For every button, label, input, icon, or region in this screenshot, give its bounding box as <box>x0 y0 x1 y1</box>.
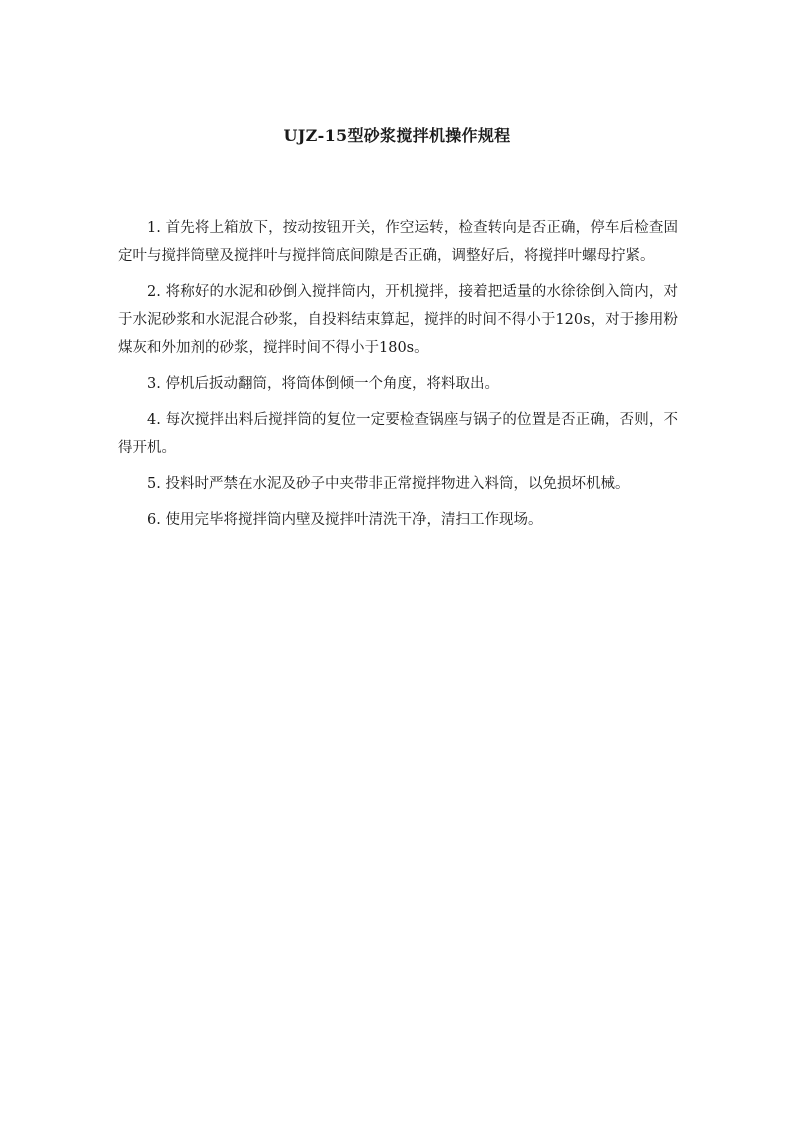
paragraph-step-2: 2. 将称好的水泥和砂倒入搅拌筒内，开机搅拌，接着把适量的水徐徐倒入筒内，对于水泥砂浆和水泥混合砂浆，自投料结束算起，搅拌的时间不得小于120s，对于掺用粉煤灰和外加剂的砂浆，搅拌时间不得小于180s。 <box>118 284 678 356</box>
document-body <box>118 214 678 542</box>
document-title: UJZ-15型砂浆搅拌机操作规程 <box>283 126 511 145</box>
paragraph-step-3: 3. 停机后扳动翻筒，将筒体倒倾一个角度，将料取出。 <box>147 376 499 392</box>
paragraph-step-4: 4. 每次搅拌出料后搅拌筒的复位一定要检查锅座与锅子的位置是否正确，否则，不得开机。 <box>118 412 678 456</box>
paragraph-step-5: 5. 投料时严禁在水泥及砂子中夹带非正常搅拌物进入料筒，以免损坏机械。 <box>147 476 630 492</box>
paragraph-step-6: 6. 使用完毕将搅拌筒内壁及搅拌叶清洗干净，清扫工作现场。 <box>147 512 543 528</box>
paragraph-step-1: 1. 首先将上箱放下，按动按钮开关，作空运转，检查转向是否正确，停车后检查固定叶与搅拌筒壁及搅拌叶与搅拌筒底间隙是否正确，调整好后，将搅拌叶螺母拧紧。 <box>118 220 678 264</box>
